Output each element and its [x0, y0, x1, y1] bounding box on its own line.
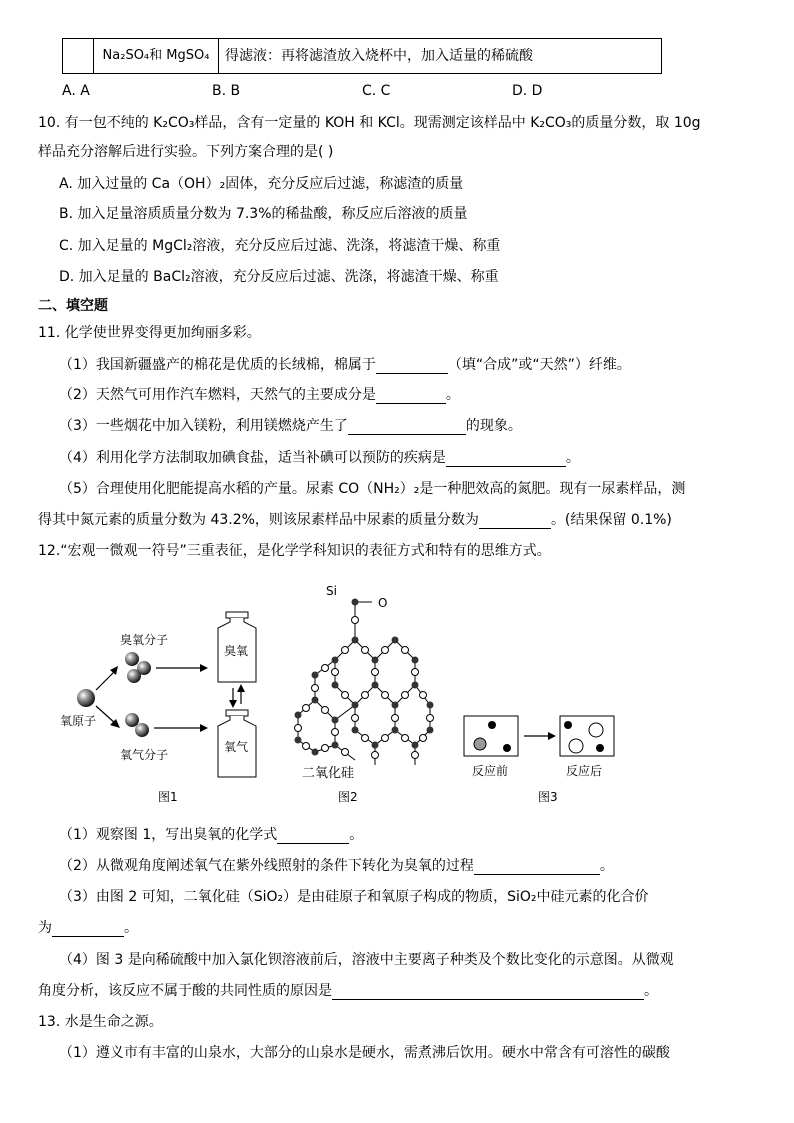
q11-part1	[59, 356, 631, 374]
label-si: Si	[326, 584, 337, 598]
label-ozone-bottle: 臭氧	[224, 644, 249, 658]
q11-part5-line1: （5）合理使用化肥能提高水稻的产量。尿素 CO（NH₂）₂是一种肥效高的氮肥。现有一尿素样品，测	[59, 481, 686, 497]
figure-3-caption: 图3	[538, 790, 558, 804]
q10-stem-line2: 样品充分溶解后进行实验。下列方案合理的是( )	[38, 144, 334, 160]
section-title: 二、填空题	[38, 298, 108, 314]
q12-part3-text-a: 为	[38, 920, 52, 936]
label-oxygen-atom: 氧原子	[60, 714, 97, 728]
figure-1	[50, 600, 290, 810]
table-reagent-cell: Na₂SO₄和 MgSO₄	[94, 39, 219, 73]
figure-2	[290, 580, 450, 810]
q12-part4-text-a: 角度分析，该反应不属于酸的共同性质的原因是	[38, 983, 332, 999]
figure-2-caption: 图2	[338, 790, 358, 804]
figure-1-caption: 图1	[158, 790, 178, 804]
q11-part2	[59, 386, 460, 404]
q11-part1-blank[interactable]	[376, 358, 448, 374]
q9-option-b: B. B	[212, 83, 241, 99]
q12-part3-text-b: 。	[124, 920, 138, 936]
q11-part2-text-b: 。	[445, 387, 460, 403]
q12-part4-text-b: 。	[644, 983, 658, 999]
label-after: 反应后	[566, 764, 603, 778]
q12-part2	[59, 857, 614, 875]
figure-1-diagram	[50, 600, 290, 810]
q9-option-d: D. D	[512, 83, 543, 99]
q12-part4-line1: （4）图 3 是向稀硫酸中加入氯化钡溶液前后，溶液中主要离子种类及个数比变化的示意图。从微观	[59, 952, 674, 968]
q11-part5-text-a: 得其中氮元素的质量分数为 43.2%，则该尿素样品中尿素的质量分数为	[38, 512, 479, 528]
q10-option-b: B. 加入足量溶质质量分数为 7.3%的稀盐酸，称反应后溶液的质量	[59, 206, 468, 222]
q11-part5-line2	[38, 511, 672, 529]
q12-part1	[59, 826, 363, 844]
q10-stem-line1: 10. 有一包不纯的 K₂CO₃样品，含有一定量的 KOH 和 KCl。现需测定该样品中 K₂CO₃的质量分数，取 10g	[38, 115, 701, 131]
oxygen-atom-icon	[77, 689, 95, 707]
q11-part5-text-b: 。(结果保留 0.1%)	[550, 512, 672, 528]
q12-part4-line2	[38, 982, 658, 1000]
q12-part3-blank[interactable]	[52, 921, 124, 937]
q10-option-a: A. 加入过量的 Ca（OH）₂固体，充分反应后过滤，称滤渣的质量	[59, 176, 464, 192]
table-method-cell: 得滤液：再将滤渣放入烧杯中，加入适量的稀硫酸	[225, 48, 533, 64]
q11-part3	[59, 417, 522, 435]
silicon-atoms	[295, 599, 434, 756]
q9-option-c: C. C	[362, 83, 391, 99]
q13-stem: 13. 水是生命之源。	[38, 1014, 163, 1030]
ozone-atom-icon	[125, 652, 139, 666]
figure-3	[460, 710, 620, 810]
label-silicon-dioxide: 二氧化硅	[302, 766, 355, 781]
q11-part3-blank[interactable]	[348, 419, 466, 435]
q12-part1-blank[interactable]	[277, 828, 349, 844]
q11-part4-blank[interactable]	[446, 451, 566, 467]
answer-table-row	[62, 38, 662, 74]
q12-stem: 12.“宏观一微观一符号”三重表征，是化学学科知识的表征方式和特有的思维方式。	[38, 543, 551, 559]
q12-part3-line1: （3）由图 2 可知，二氧化硅（SiO₂）是由硅原子和氧原子构成的物质，SiO₂中硅元素的化合价	[59, 889, 649, 905]
q12-part3-line2	[38, 919, 138, 937]
label-o: O	[378, 596, 388, 610]
q12-part1-text-b: 。	[349, 827, 364, 843]
figure-3-diagram	[460, 710, 620, 760]
q11-part4-text-a: （4）利用化学方法制取加碘食盐，适当补碘可以预防的疾病是	[59, 450, 446, 466]
q12-part1-text-a: （1）观察图 1，写出臭氧的化学式	[59, 827, 278, 843]
table-empty-cell	[63, 39, 94, 73]
q10-option-d: D. 加入足量的 BaCl₂溶液，充分反应后过滤、洗涤，将滤渣干燥、称重	[59, 269, 499, 285]
label-oxygen-bottle: 氧气	[224, 740, 249, 754]
arrow-down-icon	[96, 706, 116, 724]
q11-part1-text-b: （填“合成”或“天然”）纤维。	[447, 357, 631, 373]
q12-part2-blank[interactable]	[474, 859, 600, 875]
oxygen-molecule-atom-icon	[125, 713, 139, 727]
q11-part4-text-b: 。	[565, 450, 580, 466]
label-before: 反应前	[472, 764, 509, 778]
q9-option-a: A. A	[62, 83, 90, 99]
q10-option-c: C. 加入足量的 MgCl₂溶液，充分反应后过滤、洗涤，将滤渣干燥、称重	[59, 238, 501, 254]
q12-part4-blank[interactable]	[332, 984, 644, 1000]
q11-part5-blank[interactable]	[479, 513, 551, 529]
ozone-atom-icon	[127, 669, 141, 683]
arrow-up-icon	[96, 670, 116, 690]
q13-part1: （1）遵义市有丰富的山泉水，大部分的山泉水是硬水，需煮沸后饮用。硬水中常含有可溶性的碳酸	[59, 1045, 670, 1061]
q12-part2-text-b: 。	[599, 858, 614, 874]
q11-part4	[59, 449, 580, 467]
q11-part1-text-a: （1）我国新疆盛产的棉花是优质的长绒棉，棉属于	[59, 357, 376, 373]
label-oxygen-molecule: 氧气分子	[120, 748, 169, 762]
q11-stem: 11. 化学使世界变得更加绚丽多彩。	[38, 325, 261, 341]
q11-part3-text-b: 的现象。	[465, 418, 522, 434]
q11-part2-blank[interactable]	[376, 388, 446, 404]
q12-part2-text-a: （2）从微观角度阐述氧气在紫外线照射的条件下转化为臭氧的过程	[59, 858, 474, 874]
label-ozone-molecule: 臭氧分子	[120, 633, 169, 647]
q11-part2-text-a: （2）天然气可用作汽车燃料，天然气的主要成分是	[59, 387, 376, 403]
q11-part3-text-a: （3）一些烟花中加入镁粉，利用镁燃烧产生了	[59, 418, 348, 434]
oxygen-molecule-atom-icon	[135, 723, 149, 737]
